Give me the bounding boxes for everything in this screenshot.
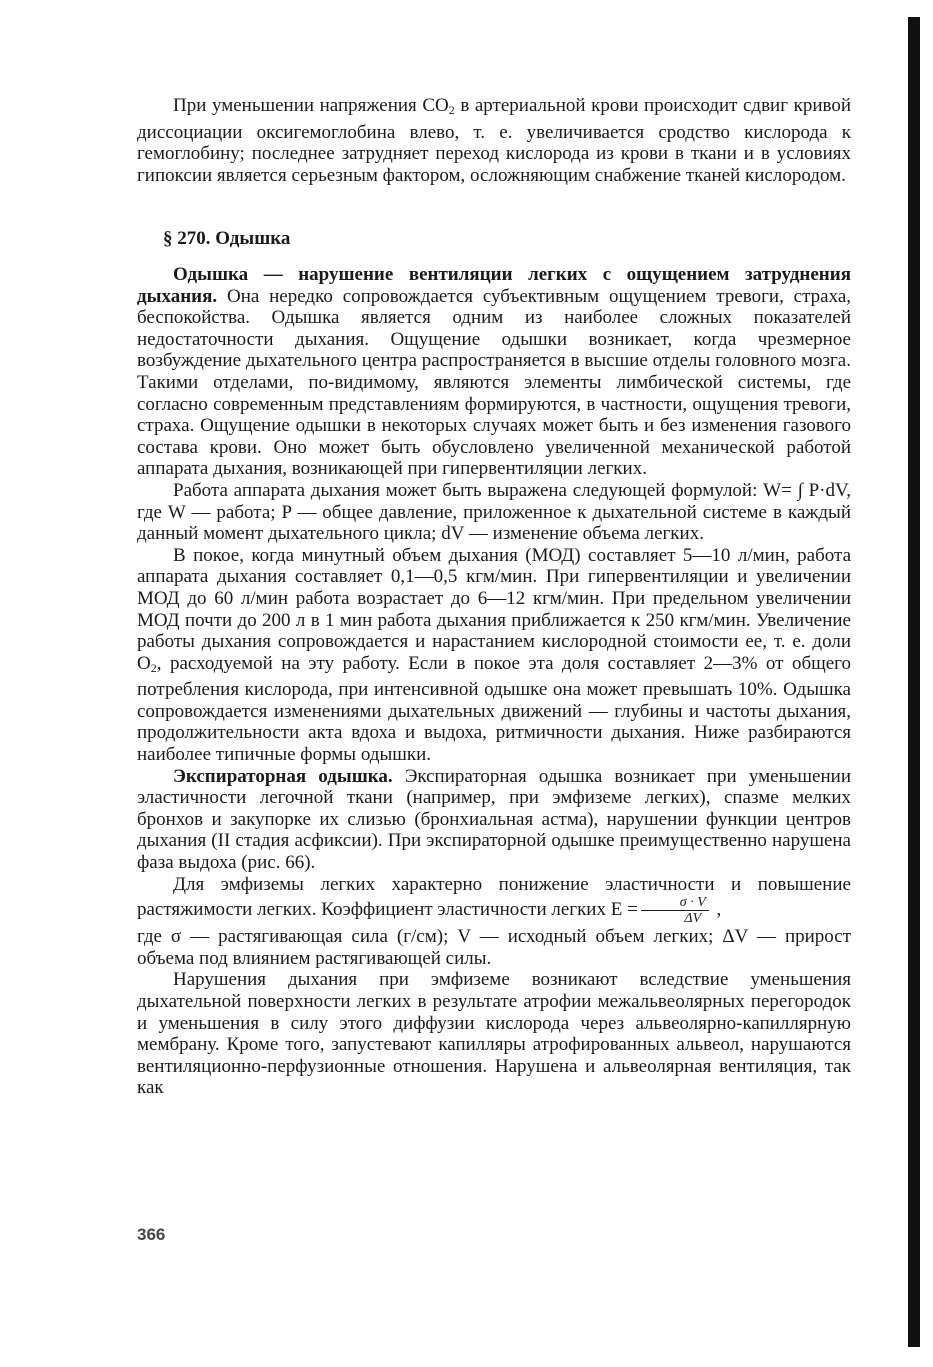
expiratory-bold: Экспираторная одышка. (173, 765, 393, 787)
page-edge-bar (908, 17, 920, 1347)
paragraph-definition (137, 264, 851, 480)
definition-text: Она нередко сопровождается субъективным ощущением тревоги, страха, беспокойства. Одышка является одним из наиболее сложных показателей недостаточности дыхания. Ощущение одышки возникает, когда чрезмерное возбуждение дыхательного центра распространяется в высшие отделы головного мозга. Такими отделами, по-видимому, являются элементы лимбической системы, где согласно современным представлениям формируются, в частности, ощущения тревоги, страха. Ощущение одышки в некоторых случаях может быть и без изменения газового состава крови. Оно может быть обусловлено увеличенной механической работой аппарата дыхания, возникающей при гипервентиляции легких. (137, 285, 851, 480)
intro-paragraph (137, 95, 851, 186)
definition-bold: Одышка — нарушение вентиляции легких с ощущением затруднения дыхания. (137, 264, 851, 307)
section-body (137, 264, 851, 1099)
intro-subscript: 2 (448, 103, 455, 117)
fraction-numerator: σ · V (641, 895, 709, 911)
work-subscript: 2 (150, 660, 157, 675)
intro-text-end: в артериальной крови происходит сдвиг кривой диссоциации оксигемоглобина влево, т. е. увеличивается сродство кислорода к гемоглобину; последнее затрудняет переход кислорода из крови в ткани и в условиях гипоксии является серьезным фактором, осложняющим снабжение тканей кислородом. (137, 95, 851, 186)
paragraph-emphysema: Нарушения дыхания при эмфиземе возникают вследствие уменьшения дыхательной поверхности легких в результате атрофии межальвеолярных перегородок и уменьшения в силу этого диффузии кислорода через альвеолярно-капиллярную мембрану. Кроме того, запустевают капилляры атрофированных альвеол, нарушаются вентиляционно-перфузионные отношения. Нарушена и альвеолярная вентиляция, так как (137, 969, 851, 1099)
paragraph-formula: Работа аппарата дыхания может быть выражена следующей формулой: W= ∫ P·dV, где W — работа; P — общее давление, приложенное к дыхательной системе в каждый данный момент дыхательного цикла; dV — изменение объема легких. (137, 479, 851, 545)
paragraph-elasticity (137, 874, 851, 927)
work-text-end: , расходуемой на эту работу. Если в покое эта доля составляет 2—3% от общего потребления кислорода, при интенсивной одышке она может превышать 10%. Одышка сопровождается изменениями дыхательных движений — глубины и частоты дыхания, продолжительности акта вдоха и выдоха, ритмичности дыхания. Ниже разбираются наиболее типичные формы одышки. (137, 652, 851, 766)
paragraph-expiratory (137, 766, 851, 874)
expiratory-text: Экспираторная одышка возникает при уменьшении эластичности легочной ткани (например, при эмфиземе легких), спазме мелких бронхов и закупорке их слизью (бронхиальная астма), нарушении функции центров дыхания (II стадия асфиксии). При экспираторной одышке преимущественно нарушена фаза выдоха (рис. 66). (137, 765, 851, 874)
fraction-denominator: ΔV (684, 911, 702, 927)
work-text-start: В покое, когда минутный объем дыхания (МОД) составляет 5—10 л/мин, работа аппарата дыхания составляет 0,1—0,5 кгм/мин. При гипервентиляции и увеличении МОД до 60 л/мин работа возрастает до 6—12 кгм/мин. При предельном увеличении МОД почти до 200 л в 1 мин работа дыхания приближается к 250 кгм/мин. Увеличение работы дыхания сопровождается и нарастанием кислородной стоимости ее, т. е. доли O (137, 544, 851, 674)
elasticity-fraction (641, 895, 709, 926)
paragraph-variables: где σ — растягивающая сила (г/см); V — исходный объем легких; ΔV — прирост объема под влиянием растягивающей силы. (137, 926, 851, 969)
page-number: 366 (137, 1225, 166, 1244)
paragraph-work-values (137, 545, 851, 766)
elasticity-text: Для эмфиземы легких характерно понижение эластичности и повышение растяжимости легких. Коэффициент эластичности легких E = (137, 873, 851, 921)
section-heading: § 270. Одышка (163, 228, 291, 249)
intro-text-start: При уменьшении напряжения CO (173, 95, 449, 116)
elasticity-comma: , (711, 899, 722, 921)
